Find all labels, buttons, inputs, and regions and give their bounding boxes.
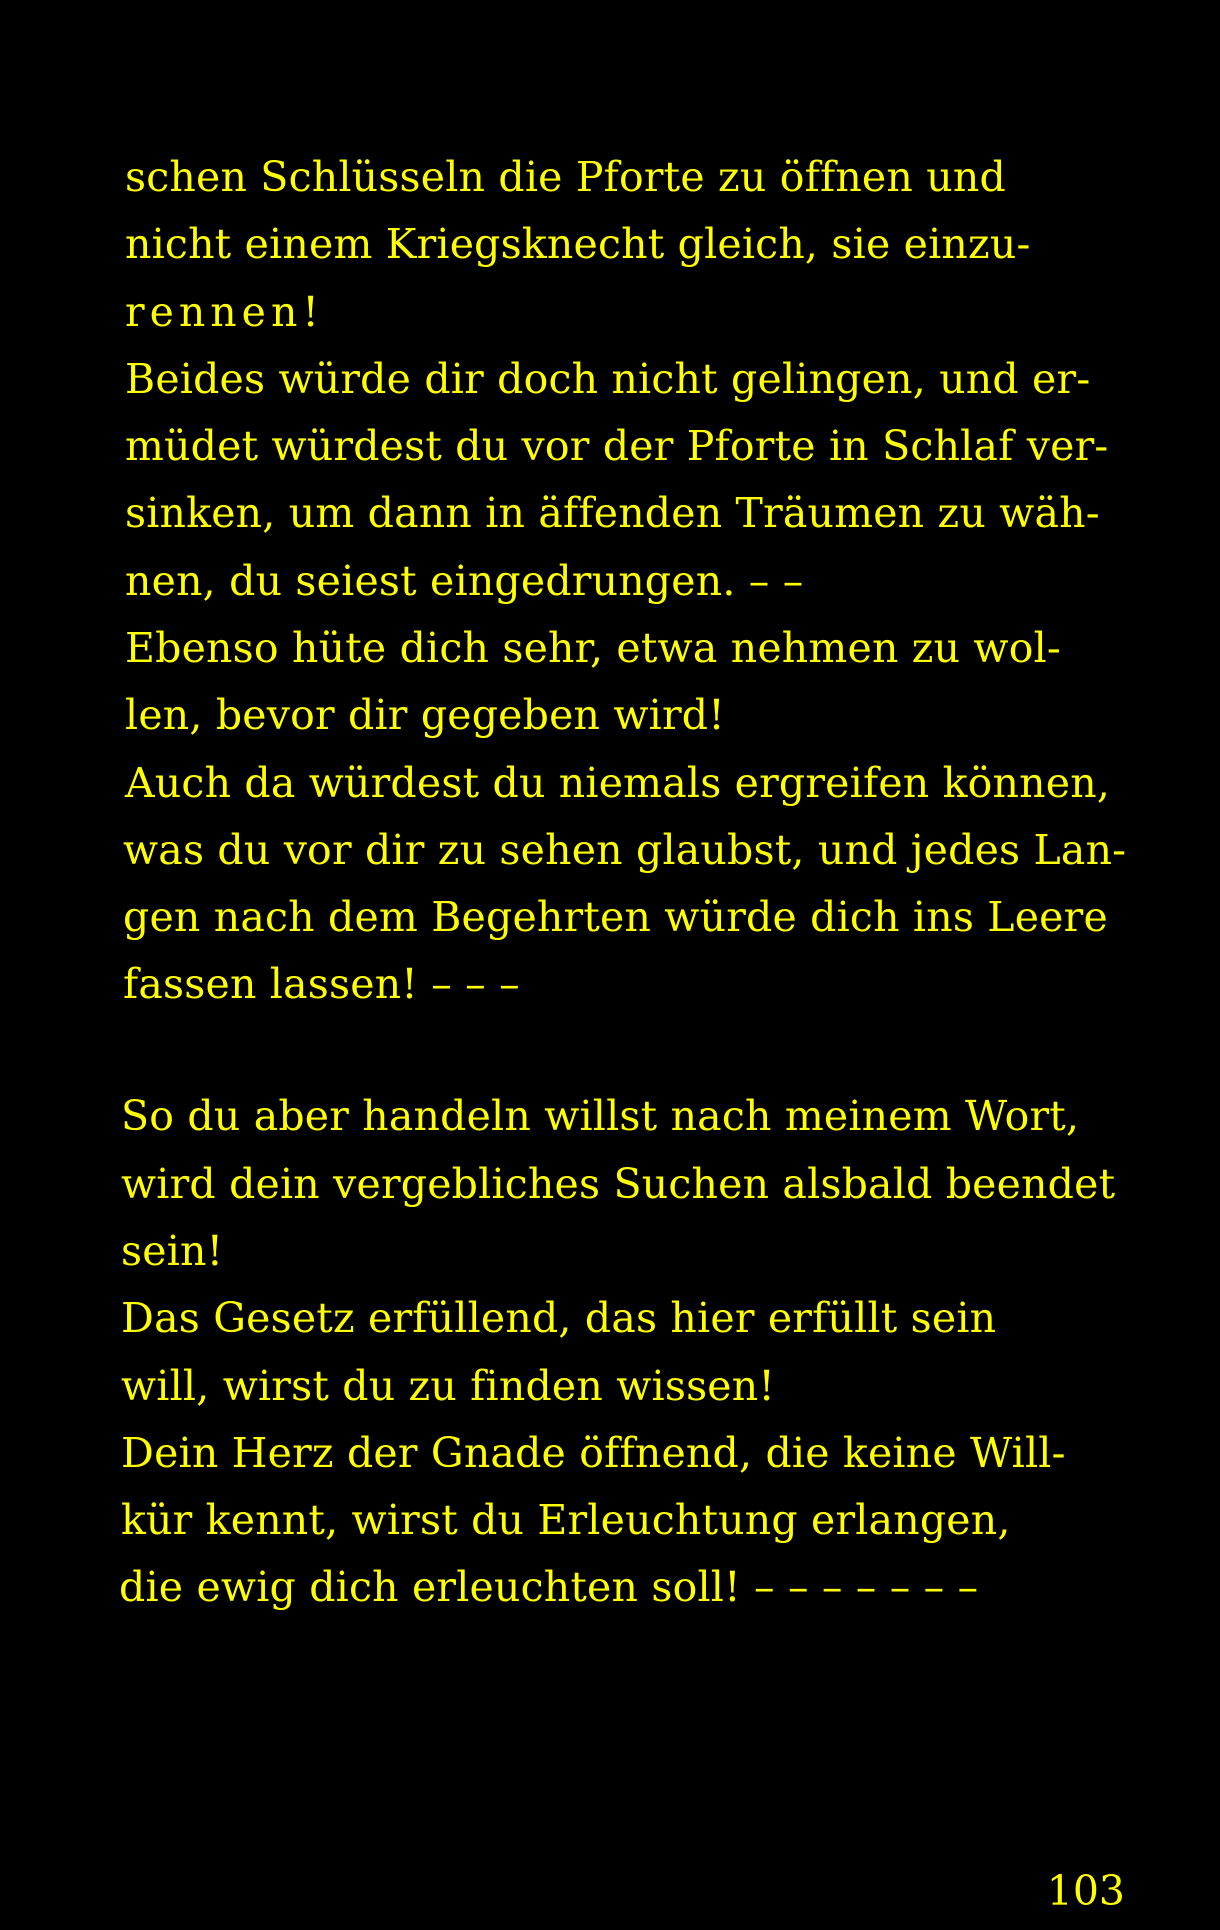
text-line-16: sein! [121, 1227, 224, 1275]
text-line-8: Ebenso hüte dich sehr, etwa nehmen zu wol- [125, 624, 1061, 672]
text-line-13: fassen lassen! – – – [123, 960, 520, 1008]
text-line-18: will, wirst du zu finden wissen! [121, 1362, 776, 1410]
text-line-21: die ewig dich erleuchten soll! – – – – – – – [119, 1563, 979, 1611]
text-line-5: müdet würdest du vor der Pforte in Schlaf ver- [125, 422, 1109, 470]
text-line-6: sinken, um dann in äffenden Träumen zu wäh- [125, 489, 1100, 537]
text-line-2: nicht einem Kriegsknecht gleich, sie einzu- [125, 220, 1031, 268]
text-line-4: Beides würde dir doch nicht gelingen, und er- [125, 355, 1091, 403]
text-line-14: So du aber handeln willst nach meinem Wort, [121, 1092, 1080, 1140]
text-line-20: kür kennt, wirst du Erleuchtung erlangen, [121, 1496, 1011, 1544]
text-line-17: Das Gesetz erfüllend, das hier erfüllt sein [121, 1294, 997, 1342]
text-line-9: len, bevor dir gegeben wird! [125, 691, 725, 739]
text-line-10: Auch da würdest du niemals ergreifen können, [125, 759, 1111, 807]
text-line-19: Dein Herz der Gnade öffnend, die keine Will- [121, 1429, 1066, 1477]
text-line-11: was du vor dir zu sehen glaubst, und jedes Lan- [123, 826, 1127, 874]
text-line-12: gen nach dem Begehrten würde dich ins Leere [123, 893, 1108, 941]
text-line-7: nen, du seiest eingedrungen. – – [125, 557, 804, 605]
page-number: 103 [1046, 1867, 1125, 1915]
text-line-15: wird dein vergebliches Suchen alsbald beendet [121, 1160, 1116, 1208]
text-line-3: rennen! [125, 288, 324, 336]
text-line-1: schen Schlüsseln die Pforte zu öffnen und [125, 153, 1006, 201]
